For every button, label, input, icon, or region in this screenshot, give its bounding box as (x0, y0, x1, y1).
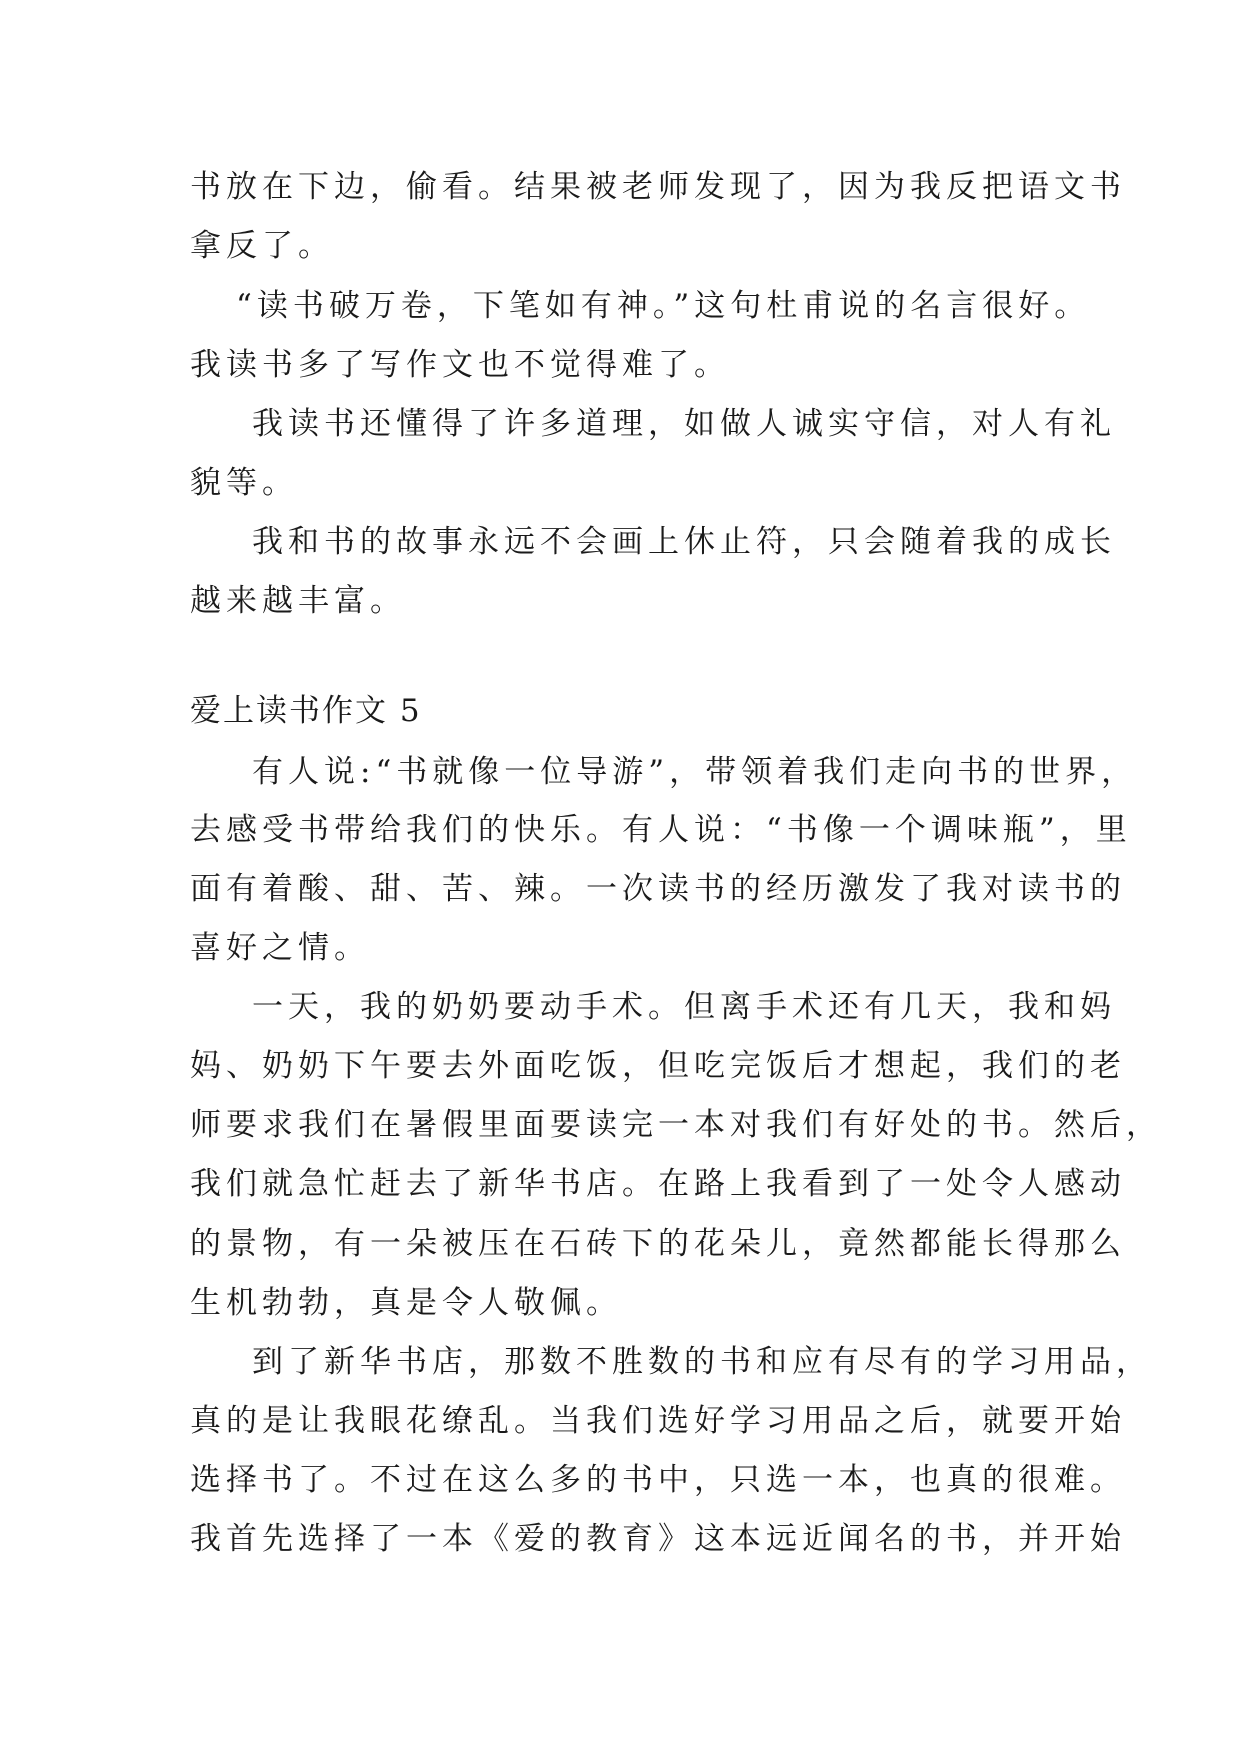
paragraph-line: 生机勃勃，真是令人敬佩。 (190, 1285, 622, 1321)
paragraph-line: 选择书了。不过在这么多的书中，只选一本，也真的很难。 (190, 1462, 1126, 1498)
paragraph-line: 书放在下边，偷看。结果被老师发现了，因为我反把语文书 (190, 169, 1126, 205)
paragraph-line: 喜好之情。 (190, 930, 370, 966)
paragraph-line: 一天，我的奶奶要动手术。但离手术还有几天，我和妈 (252, 989, 1116, 1025)
paragraph-line: 我们就急忙赶去了新华书店。在路上我看到了一处令人感动 (190, 1166, 1126, 1202)
quote-paragraph-line: “读书破万卷，下笔如有神。”这句杜甫说的名言很好。 (236, 288, 1091, 324)
paragraph-line: 我读书多了写作文也不觉得难了。 (190, 347, 730, 383)
paragraph-line: 越来越丰富。 (190, 583, 406, 619)
paragraph-line: 面有着酸、甜、苦、辣。一次读书的经历激发了我对读书的 (190, 871, 1126, 907)
paragraph-line: 妈、奶奶下午要去外面吃饭，但吃完饭后才想起，我们的老 (190, 1048, 1126, 1084)
paragraph-line: 貌等。 (190, 465, 298, 501)
section-heading: 爱上读书作文 5 (190, 693, 422, 729)
paragraph-line: 我读书还懂得了许多道理，如做人诚实守信，对人有礼 (252, 406, 1116, 442)
paragraph-line: 真的是让我眼花缭乱。当我们选好学习用品之后，就要开始 (190, 1403, 1126, 1439)
paragraph-line: 我首先选择了一本《爱的教育》这本远近闻名的书，并开始 (190, 1521, 1126, 1557)
paragraph-line: 师要求我们在暑假里面要读完一本对我们有好处的书。然后， (190, 1107, 1162, 1143)
paragraph-line: 去感受书带给我们的快乐。有人说：“书像一个调味瓶”，里 (190, 812, 1132, 848)
paragraph-line: 我和书的故事永远不会画上休止符，只会随着我的成长 (252, 524, 1116, 560)
paragraph-line: 有人说:“书就像一位导游”，带领着我们走向书的世界， (252, 754, 1138, 790)
paragraph-line: 拿反了。 (190, 228, 334, 264)
paragraph-line: 到了新华书店，那数不胜数的书和应有尽有的学习用品， (252, 1344, 1152, 1380)
paragraph-line: 的景物，有一朵被压在石砖下的花朵儿，竟然都能长得那么 (190, 1226, 1126, 1262)
